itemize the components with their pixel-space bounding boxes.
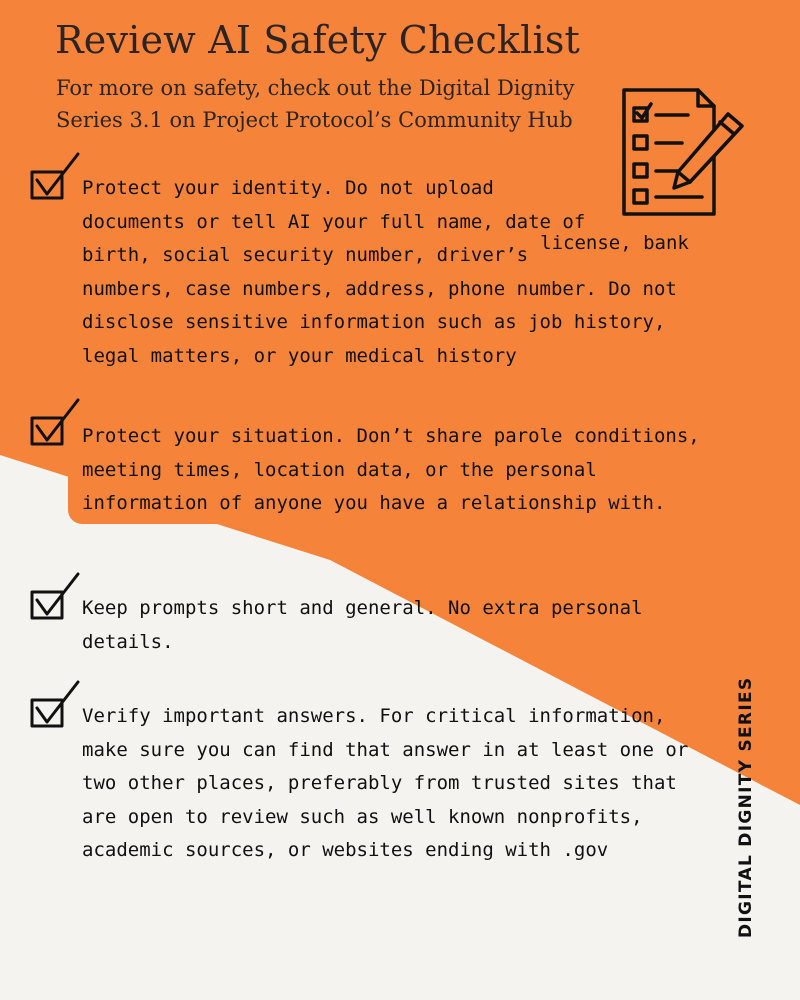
checkbox-checked-icon bbox=[28, 680, 86, 728]
item-4-line-5: academic sources, or websites ending with .gov bbox=[82, 839, 609, 861]
page-title: Review AI Safety Checklist bbox=[55, 18, 581, 62]
checkbox-checked-icon bbox=[28, 572, 86, 620]
item-4-line-1: Verify important answers. For critical information, bbox=[82, 705, 666, 727]
item-3-line-1: Keep prompts short and general. No extra personal bbox=[82, 597, 643, 619]
checkbox-checked-icon bbox=[28, 152, 86, 200]
side-series-label: DIGITAL DIGNITY SERIES bbox=[736, 676, 756, 938]
item-1-inline-note: license, bank bbox=[540, 232, 689, 254]
item-2-line-2: meeting times, location data, or the personal bbox=[82, 458, 597, 481]
subtitle-line-1: For more on safety, check out the Digital Dignity bbox=[56, 76, 575, 100]
item-4-line-4: are open to review such as well known nonprofits, bbox=[82, 805, 643, 828]
item-1-line-1: Protect your identity. Do not upload bbox=[82, 177, 494, 199]
checklist-item-text bbox=[82, 592, 643, 659]
item-4-line-2: make sure you can find that answer in at least one or bbox=[82, 738, 689, 761]
subtitle-line-2: Series 3.1 on Project Protocol’s Community Hub bbox=[56, 108, 573, 132]
checkbox-checked-icon bbox=[28, 398, 86, 446]
checklist-item-text bbox=[82, 700, 688, 868]
item-1-line-3-text: birth, social security number, driver’s bbox=[82, 244, 529, 266]
subtitle bbox=[56, 72, 616, 136]
checklist-item-text bbox=[82, 420, 700, 521]
item-4-line-3: two other places, preferably from trusted sites that bbox=[82, 772, 677, 794]
item-1-line-4: numbers, case numbers, address, phone number. Do not bbox=[82, 277, 677, 300]
item-2-line-1: Protect your situation. Don’t share parole conditions, bbox=[82, 425, 700, 447]
item-2-line-3: information of anyone you have a relationship with. bbox=[82, 492, 666, 514]
checklist-item-text bbox=[82, 172, 689, 373]
item-1-line-2: documents or tell AI your full name, date of bbox=[82, 210, 586, 233]
item-1-line-5: disclose sensitive information such as job history, bbox=[82, 311, 666, 333]
item-1-line-6: legal matters, or your medical history bbox=[82, 344, 517, 367]
item-3-line-2: details. bbox=[82, 630, 174, 653]
item-1-line-3 bbox=[82, 232, 689, 273]
